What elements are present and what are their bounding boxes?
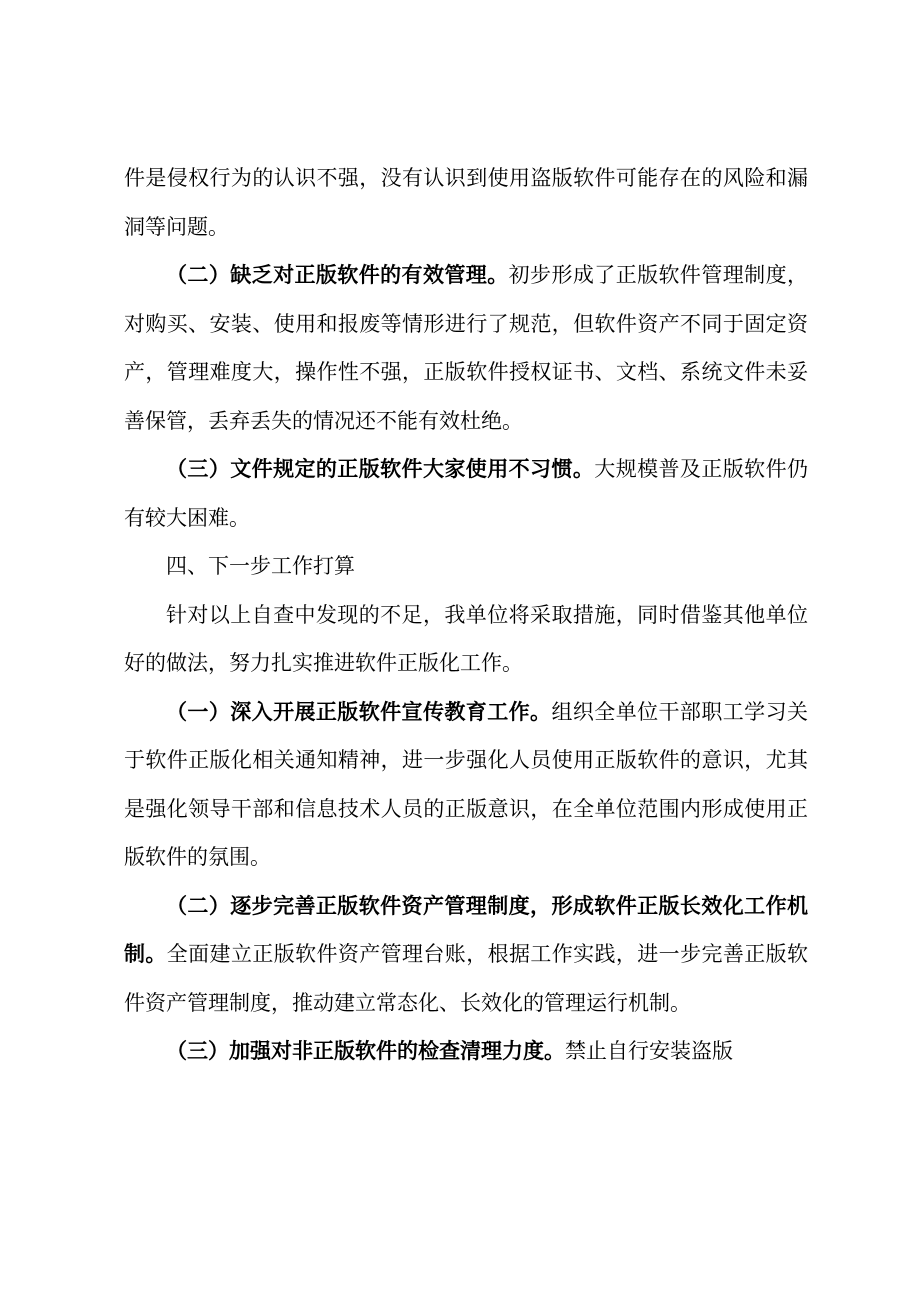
- paragraph-lead: （一）深入开展正版软件宣传教育工作。: [166, 699, 552, 724]
- document-body: [124, 154, 808, 1076]
- paragraph-lead: （三）加强对非正版软件的检查清理力度。: [166, 1039, 565, 1063]
- paragraph-item-2b: [124, 882, 808, 1028]
- paragraph-text: 大规模普及正版软件仍有较大困难。: [124, 457, 809, 530]
- paragraph-item-2: [124, 251, 808, 445]
- paragraph-text: 组织全单位干部职工学习关于软件正版化相关通知精神，进一步强化人员使用正版软件的意识，尤其是强化领导干部和信息技术人员的正版意识，在全单位范围内形成使用正版软件的氛围。: [124, 699, 809, 869]
- paragraph-lead: （二）逐步完善正版软件资产管理制度，形成软件正版长效化工作机制。: [124, 893, 808, 966]
- paragraph-text: 件是侵权行为的认识不强，没有认识到使用盗版软件可能存在的风险和漏洞等问题。: [124, 166, 808, 239]
- paragraph-item-1: [124, 688, 808, 882]
- paragraph-lead: （三）文件规定的正版软件大家使用不习惯。: [166, 457, 595, 481]
- paragraph-text: 全面建立正版软件资产管理台账，根据工作实践，进一步完善正版软件资产管理制度，推动建立常态化、长效化的管理运行机制。: [124, 942, 809, 1015]
- paragraph-text: 针对以上自查中发现的不足，我单位将采取措施，同时借鉴其他单位好的做法，努力扎实推进软件正版化工作。: [124, 602, 808, 675]
- paragraph-item-3: [124, 445, 808, 542]
- paragraph-text: 禁止自行安装盗版: [565, 1039, 733, 1063]
- section-heading: 四、下一步工作打算: [166, 554, 355, 578]
- paragraph-item-3b: [124, 1027, 808, 1076]
- paragraph-intro: [124, 591, 808, 688]
- paragraph-lead: （二）缺乏对正版软件的有效管理。: [166, 263, 509, 287]
- paragraph-continuation: [124, 154, 808, 251]
- paragraph-text: 初步形成了正版软件管理制度，对购买、安装、使用和报废等情形进行了规范，但软件资产不同于固定资产，管理难度大，操作性不强，正版软件授权证书、文档、系统文件未妥善保管，丢弃丢失的情况还不能有效杜绝。: [124, 263, 809, 433]
